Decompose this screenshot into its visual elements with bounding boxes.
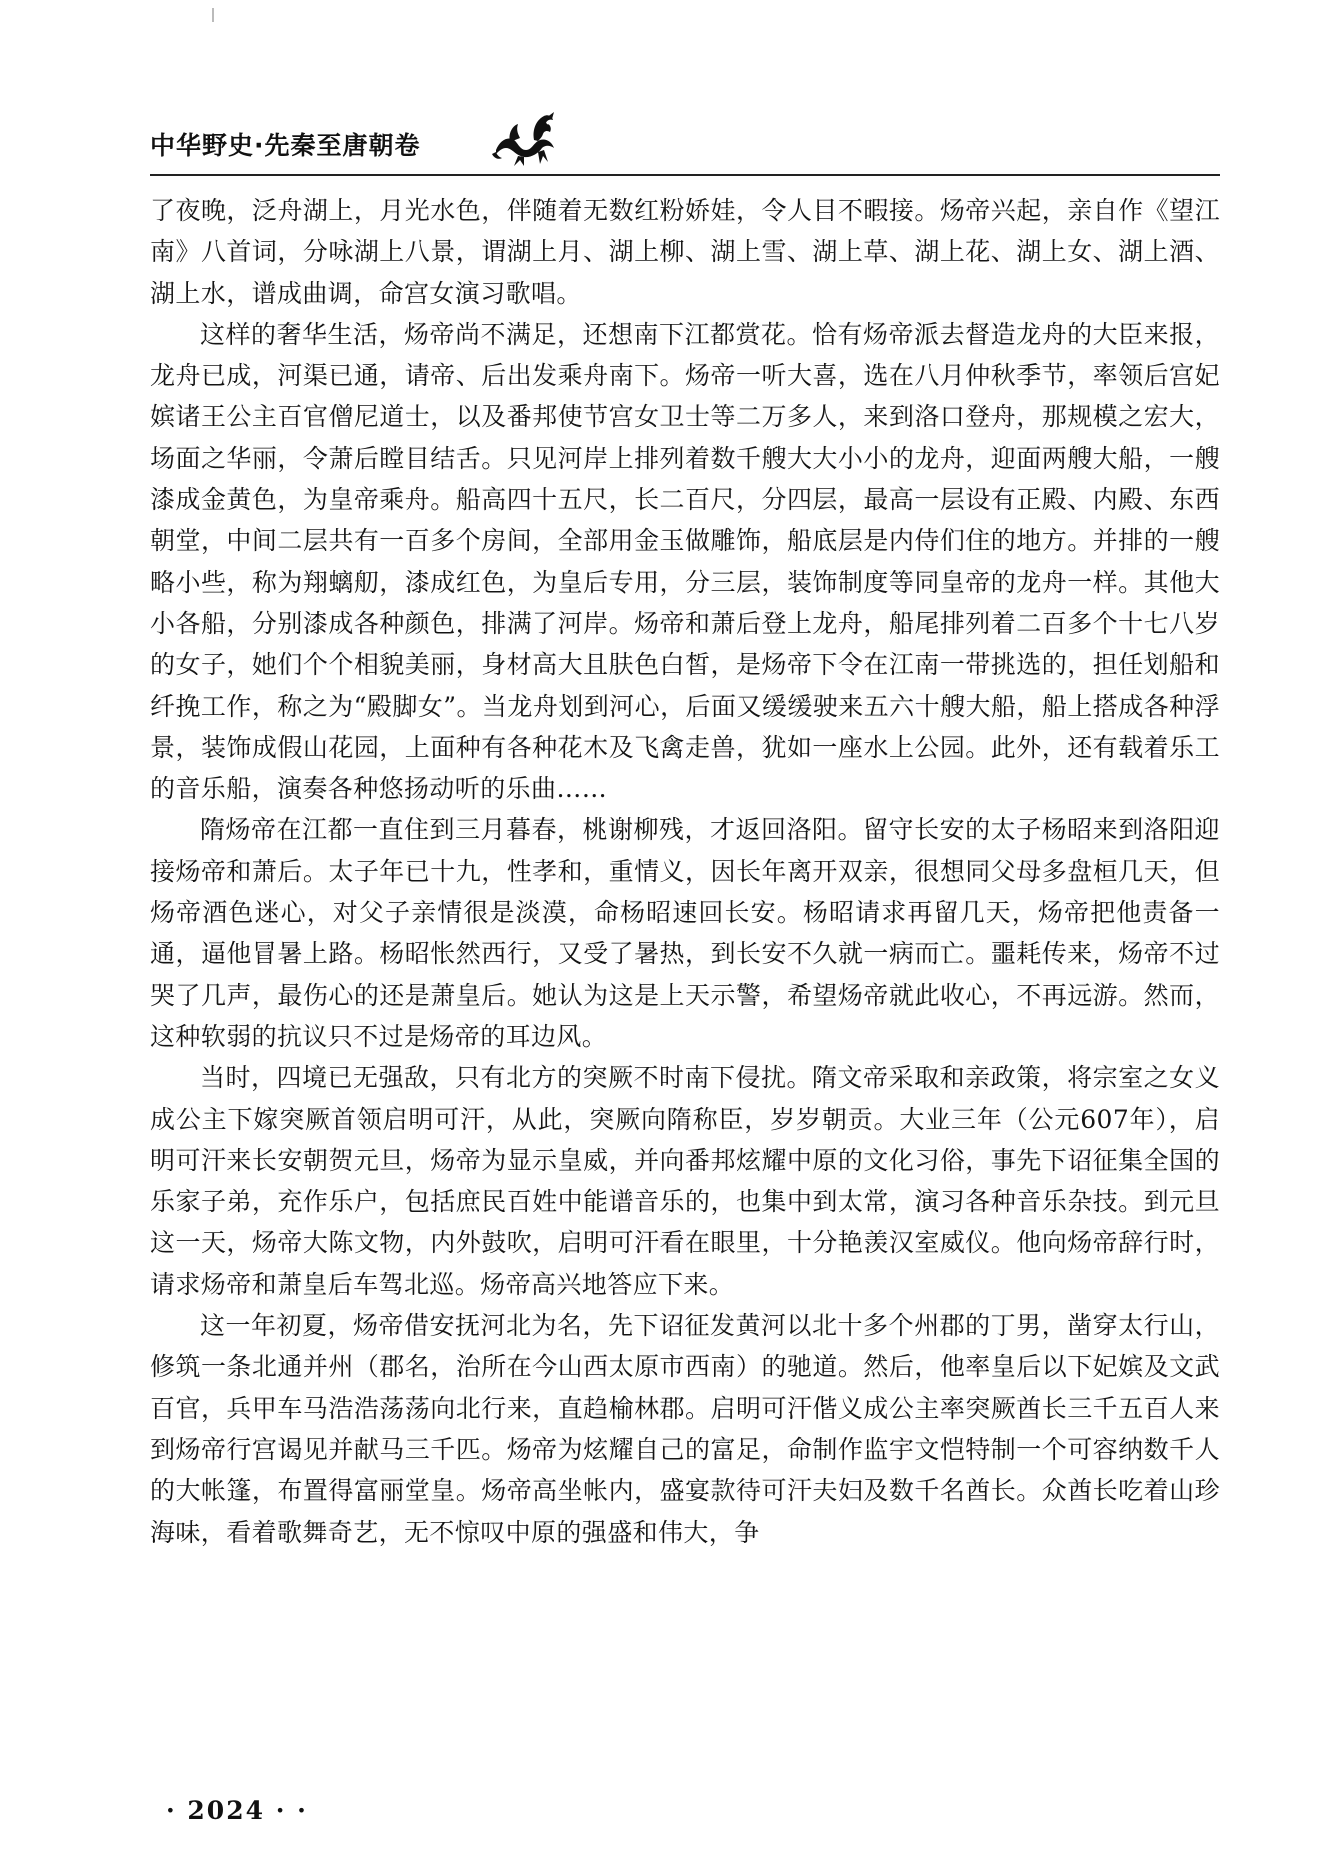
paragraph-5: 这一年初夏，炀帝借安抚河北为名，先下诏征发黄河以北十多个州郡的丁男，凿穿太行山，修筑一条北通并州（郡名，治所在今山西太原市西南）的驰道。然后，他率皇后以下妃嫔及文武百官，兵甲车马浩浩荡荡向北行来，直趋榆林郡。启明可汗偕义成公主率突厥酋长三千五百人来到炀帝行宫谒见并献马三千匹。炀帝为炫耀自己的富足，命制作监宇文恺特制一个可容纳数千人的大帐篷，布置得富丽堂皇。炀帝高坐帐内，盛宴款待可汗夫妇及数千名酋长。众酋长吃着山珍海味，看着歌舞奇艺，无不惊叹中原的强盛和伟大，争: [150, 1311, 1220, 1547]
paragraph-2: 这样的奢华生活，炀帝尚不满足，还想南下江都赏花。恰有炀帝派去督造龙舟的大臣来报，龙舟已成，河渠已通，请帝、后出发乘舟南下。炀帝一听大喜，选在八月仲秋季节，率领后宫妃嫔诸王公主百官僧尼道士，以及番邦使节宫女卫士等二万多人，来到洛口登舟，那规模之宏大，场面之华丽，令萧后瞠目结舌。只见河岸上排列着数千艘大大小小的龙舟，迎面两艘大船，一艘漆成金黄色，为皇帝乘舟。船高四十五尺，长二百尺，分四层，最高一层设有正殿、内殿、东西朝堂，中间二层共有一百多个房间，全部用金玉做雕饰，船底层是内侍们住的地方。并排的一艘略小些，称为翔螭舠，漆成红色，为皇后专用，分三层，装饰制度等同皇帝的龙舟一样。其他大小各船，分别漆成各种颜色，排满了河岸。炀帝和萧后登上龙舟，船尾排列着二百多个十七八岁的女子，她们个个相貌美丽，身材高大且肤色白皙，是炀帝下令在江南一带挑选的，担任划船和纤挽工作，称之为“殿脚女”。当龙舟划到河心，后面又缓缓驶来五六十艘大船，船上搭成各种浮景，装饰成假山花园，上面种有各种花木及飞禽走兽，犹如一座水上公园。此外，还有载着乐工的音乐船，演奏各种悠扬动听的乐曲……: [150, 319, 1220, 804]
page-number: · 2024 · ·: [166, 1796, 308, 1825]
paragraph-1: 了夜晚，泛舟湖上，月光水色，伴随着无数红粉娇娃，令人目不暇接。炀帝兴起，亲自作《望江南》八首词，分咏湖上八景，谓湖上月、湖上柳、湖上雪、湖上草、湖上花、湖上女、湖上酒、湖上水，谱成曲调，命宫女演习歌唱。: [150, 196, 1220, 308]
running-header: [150, 108, 1220, 168]
dragon-emblem-svg: [490, 110, 562, 168]
paragraph-3: 隋炀帝在江都一直住到三月暮春，桃谢柳残，才返回洛阳。留守长安的太子杨昭来到洛阳迎接炀帝和萧后。太子年已十九，性孝和，重情义，因长年离开双亲，很想同父母多盘桓几天，但炀帝酒色迷心，对父子亲情很是淡漠，命杨昭速回长安。杨昭请求再留几天，炀帝把他责备一通，逼他冒暑上路。杨昭怅然西行，又受了暑热，到长安不久就一病而亡。噩耗传来，炀帝不过哭了几声，最伤心的还是萧皇后。她认为这是上天示警，希望炀帝就此收心，不再远游。然而，这种软弱的抗议只不过是炀帝的耳边风。: [150, 815, 1220, 1051]
paragraph-4: 当时，四境已无强敌，只有北方的突厥不时南下侵扰。隋文帝采取和亲政策，将宗室之女义成公主下嫁突厥首领启明可汗，从此，突厥向隋称臣，岁岁朝贡。大业三年（公元607年），启明可汗来长安朝贺元旦，炀帝为显示皇威，并向番邦炫耀中原的文化习俗，事先下诏征集全国的乐家子弟，充作乐户，包括庶民百姓中能谱音乐的，也集中到太常，演习各种音乐杂技。到元旦这一天，炀帝大陈文物，内外鼓吹，启明可汗看在眼里，十分艳羡汉室威仪。他向炀帝辞行时，请求炀帝和萧皇后车驾北巡。炀帝高兴地答应下来。: [150, 1063, 1220, 1299]
book-title: 中华野史·先秦至唐朝卷: [150, 131, 421, 160]
dragon-emblem-icon: [490, 110, 562, 168]
scan-artifact-mark: [212, 8, 214, 22]
header-divider: [150, 174, 1220, 176]
body-text: [150, 190, 1220, 1553]
